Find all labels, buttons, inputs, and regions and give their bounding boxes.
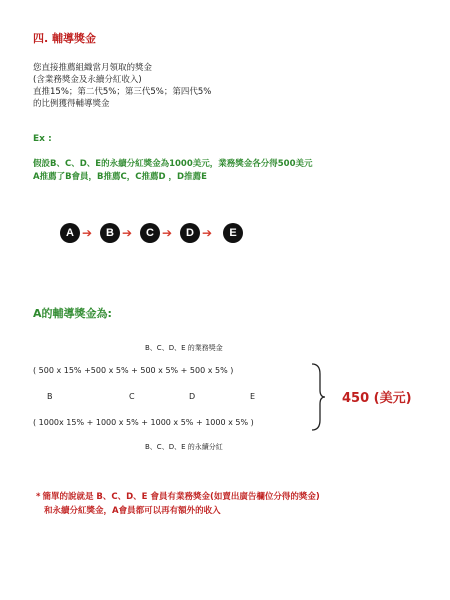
- arrow-right-icon: ➔: [82, 226, 93, 240]
- summary-note: [36, 490, 320, 518]
- referral-chain-diagram: [60, 223, 260, 247]
- calc-formula-dividend: ( 1000x 15% + 1000 x 5% + 1000 x 5% + 1000 x 5% ): [33, 418, 254, 427]
- chain-node-b: B: [100, 223, 120, 243]
- arrow-right-icon: ➔: [202, 226, 213, 240]
- calc-label-business-bonus: B、C、D、E 的業務獎金: [145, 344, 223, 352]
- chain-node-e: E: [223, 223, 243, 243]
- chain-node-c: C: [140, 223, 160, 243]
- example-paragraph: [33, 158, 312, 184]
- arrow-right-icon: ➔: [162, 226, 173, 240]
- calc-label-dividend: B、C、D、E 的永續分紅: [145, 443, 223, 451]
- intro-line: 直推15%；第二代5%；第三代5%；第四代5%: [33, 87, 212, 97]
- example-label: Ex :: [33, 134, 52, 144]
- result-amount: 450 (美元): [342, 391, 412, 406]
- member-letter: B: [47, 392, 53, 401]
- intro-paragraph: [33, 62, 211, 110]
- calc-formula-business: ( 500 x 15% +500 x 5% + 500 x 5% + 500 x 5% ): [33, 366, 234, 375]
- example-line: A推薦了B會員，B推薦C，C推薦D ，D推薦E: [33, 172, 207, 182]
- member-letter: C: [129, 392, 135, 401]
- asterisk-icon: *: [36, 492, 41, 502]
- member-letter: E: [250, 392, 256, 401]
- note-line: 和永續分紅獎金，A會員都可以再有額外的收入: [44, 506, 221, 516]
- right-brace-icon: [310, 362, 326, 432]
- member-letters-row: [33, 392, 323, 404]
- section-heading-a-bonus: A的輔導獎金為:: [33, 307, 112, 320]
- intro-line: 您直接推薦組織當月領取的獎金: [33, 63, 153, 73]
- chain-node-a: A: [60, 223, 80, 243]
- intro-line: (含業務獎金及永續分紅收入): [33, 75, 142, 85]
- chain-node-d: D: [180, 223, 200, 243]
- example-line: 假設B、C、D、E的永續分紅獎金為1000美元，業務獎金各分得500美元: [33, 159, 313, 169]
- section-title-tutoring-bonus: 四. 輔導獎金: [33, 32, 97, 45]
- member-letter: D: [189, 392, 196, 401]
- note-line: 簡單的說就是 B、C、D、E 會員有業務獎金(如賣出廣告欄位分得的獎金): [42, 492, 320, 502]
- arrow-right-icon: ➔: [122, 226, 133, 240]
- intro-line: 的比例獲得輔導獎金: [33, 99, 110, 109]
